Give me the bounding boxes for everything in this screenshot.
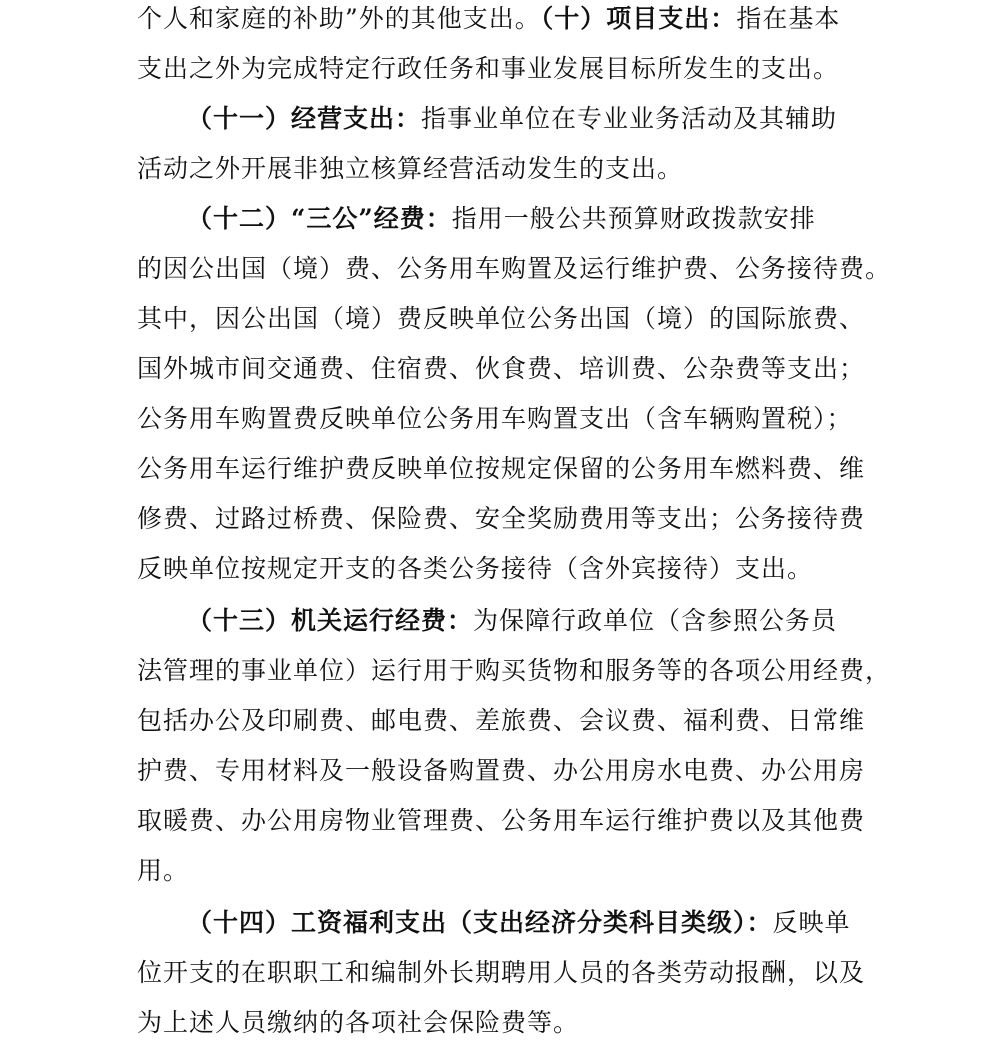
- text-run: 活动之外开展非独立核算经营活动发生的支出。: [137, 154, 684, 183]
- paragraph-start: [187, 94, 947, 144]
- text-line: [137, 948, 897, 998]
- text-line: [137, 0, 897, 44]
- text-line: [137, 846, 897, 896]
- text-run: 指事业单位在专业业务活动及其辅助: [421, 104, 838, 133]
- text-line: [137, 294, 897, 344]
- text-run: 修费、过路过桥费、保险费、安全奖励费用等支出；公务接待费: [137, 504, 866, 533]
- text-line: [137, 796, 897, 846]
- text-run: 包括办公及印刷费、邮电费、差旅费、会议费、福利费、日常维: [137, 706, 866, 735]
- text-line: [137, 444, 897, 494]
- text-line: [137, 144, 897, 194]
- paragraph-start: [187, 596, 947, 646]
- text-run: 国外城市间交通费、住宿费、伙食费、培训费、公杂费等支出；: [137, 354, 866, 383]
- text-line: [137, 394, 897, 444]
- text-run: 指在基本: [736, 4, 841, 33]
- text-run: 位开支的在职职工和编制外长期聘用人员的各类劳动报酬，以及: [137, 958, 866, 987]
- text-run: 公务用车运行维护费反映单位按规定保留的公务用车燃料费、维: [137, 454, 866, 483]
- text-run: 法管理的事业单位）运行用于购买货物和服务等的各项公用经费，: [137, 656, 892, 685]
- text-run: 公务用车购置费反映单位公务用车购置支出（含车辆购置税）；: [137, 404, 853, 433]
- section-heading: （十三）机关运行经费：: [187, 606, 474, 635]
- text-line: [137, 344, 897, 394]
- text-line: [137, 998, 897, 1048]
- text-run: 的因公出国（境）费、公务用车购置及运行维护费、公务接待费。: [137, 254, 892, 283]
- text-run: 取暖费、办公用房物业管理费、公务用车运行维护费以及其他费: [137, 806, 866, 835]
- text-run: 为上述人员缴纳的各项社会保险费等。: [137, 1008, 580, 1037]
- text-run: 反映单位按规定开支的各类公务接待（含外宾接待）支出。: [137, 554, 814, 583]
- text-line: [137, 746, 897, 796]
- text-line: [137, 646, 897, 696]
- text-run: 其中，因公出国（境）费反映单位公务出国（境）的国际旅费、: [137, 304, 866, 333]
- text-line: [137, 494, 897, 544]
- section-heading: （十二）“三公”经费：: [187, 204, 452, 233]
- section-heading: （十四）工资福利支出（支出经济分类科目类级）：: [187, 908, 773, 937]
- section-heading: （十）项目支出：: [540, 4, 737, 33]
- paragraph-start: [187, 898, 947, 948]
- text-run: 支出之外为完成特定行政任务和事业发展目标所发生的支出。: [137, 54, 840, 83]
- text-run: 反映单: [772, 908, 851, 937]
- text-run: 用。: [137, 856, 190, 885]
- text-run: 指用一般公共预算财政拨款安排: [451, 204, 816, 233]
- text-line: [137, 696, 897, 746]
- paragraph-start: [187, 194, 947, 244]
- text-run: 个人和家庭的补助”外的其他支出。: [137, 4, 541, 33]
- text-run: 为保障行政单位（含参照公务员: [473, 606, 838, 635]
- text-line: [137, 44, 897, 94]
- text-line: [137, 244, 897, 294]
- text-run: 护费、专用材料及一般设备购置费、办公用房水电费、办公用房: [137, 756, 866, 785]
- section-heading: （十一）经营支出：: [187, 104, 422, 133]
- text-line: [137, 544, 897, 594]
